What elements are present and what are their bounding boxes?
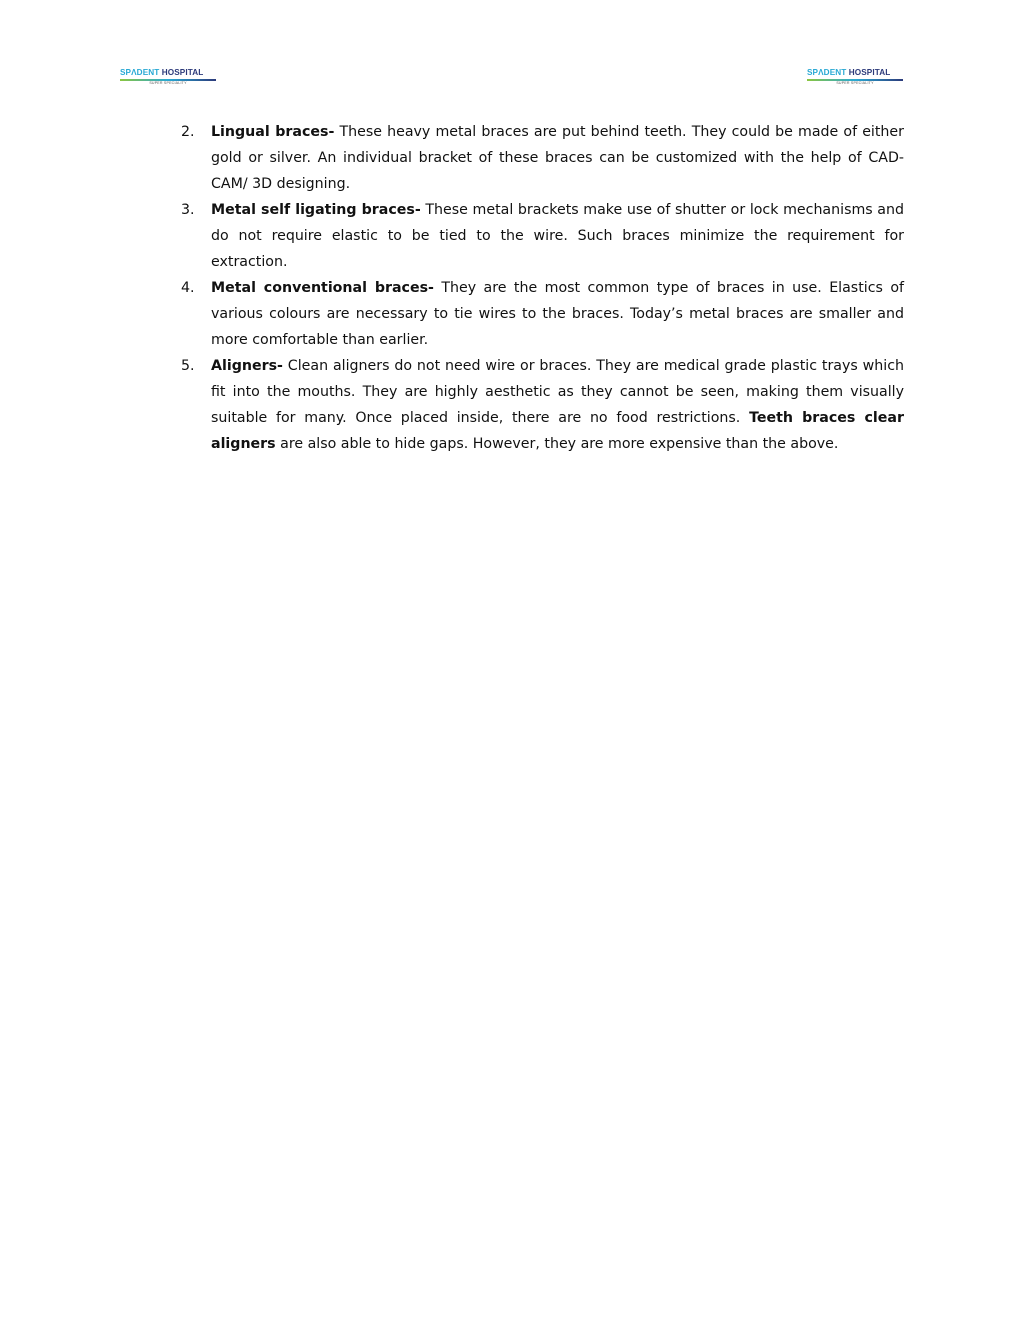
logo-wordmark — [120, 67, 216, 79]
list-item-term: Metal conventional braces- — [211, 280, 434, 296]
list-item-text: They are the most common type of braces in use. Elastics of various colours are necessary to tie wires to the braces. Today’s metal braces are smaller and more comfortable than earlier. — [211, 280, 904, 348]
list-item-number: 3. — [181, 202, 195, 218]
hospital-logo-right — [807, 67, 903, 87]
list-item-body — [211, 197, 904, 275]
logo-tagline: SUPER SPECIALITY — [149, 81, 187, 85]
list-item-body — [211, 275, 904, 353]
list-item — [181, 197, 904, 275]
logo-wordmark — [807, 67, 903, 79]
list-item-body — [211, 353, 904, 457]
list-item-text-continued: are also able to hide gaps. However, they are more expensive than the above. — [275, 436, 839, 452]
list-item-body — [211, 119, 904, 197]
list-item-term: Aligners- — [211, 358, 283, 374]
list-item-number: 4. — [181, 280, 195, 296]
list-item-term-inline: Teeth braces clear aligners — [211, 410, 904, 452]
list-item-text: These heavy metal braces are put behind teeth. They could be made of either gold or silver. An individual bracket of these braces can be customized with the help of CAD-CAM/ 3D designing. — [211, 124, 904, 192]
logo-brand-spadent: SPΛDENT — [120, 68, 160, 77]
list-item — [181, 275, 904, 353]
logo-tagline: SUPER SPECIALITY — [836, 81, 874, 85]
logo-brand-hospital: HOSPITAL — [846, 68, 891, 77]
list-item-text: These metal brackets make use of shutter or lock mechanisms and do not require elastic to be tied to the wire. Such braces minimize the requirement for extraction. — [211, 202, 905, 270]
braces-types-list — [181, 119, 904, 457]
logo-brand-spadent: SPΛDENT — [807, 68, 847, 77]
list-item-term: Lingual braces- — [211, 124, 335, 140]
list-item-number: 2. — [181, 124, 195, 140]
list-item-number: 5. — [181, 358, 195, 374]
list-item-text: Clean aligners do not need wire or braces. They are medical grade plastic trays which fit into the mouths. They are highly aesthetic as they cannot be seen, making them visually suitable for many. Once placed inside, there are no food restrictions. — [211, 358, 904, 426]
logo-brand-hospital: HOSPITAL — [159, 68, 204, 77]
list-item — [181, 119, 904, 197]
list-item — [181, 353, 904, 457]
hospital-logo-left — [120, 67, 216, 87]
list-item-term: Metal self ligating braces- — [211, 202, 421, 218]
